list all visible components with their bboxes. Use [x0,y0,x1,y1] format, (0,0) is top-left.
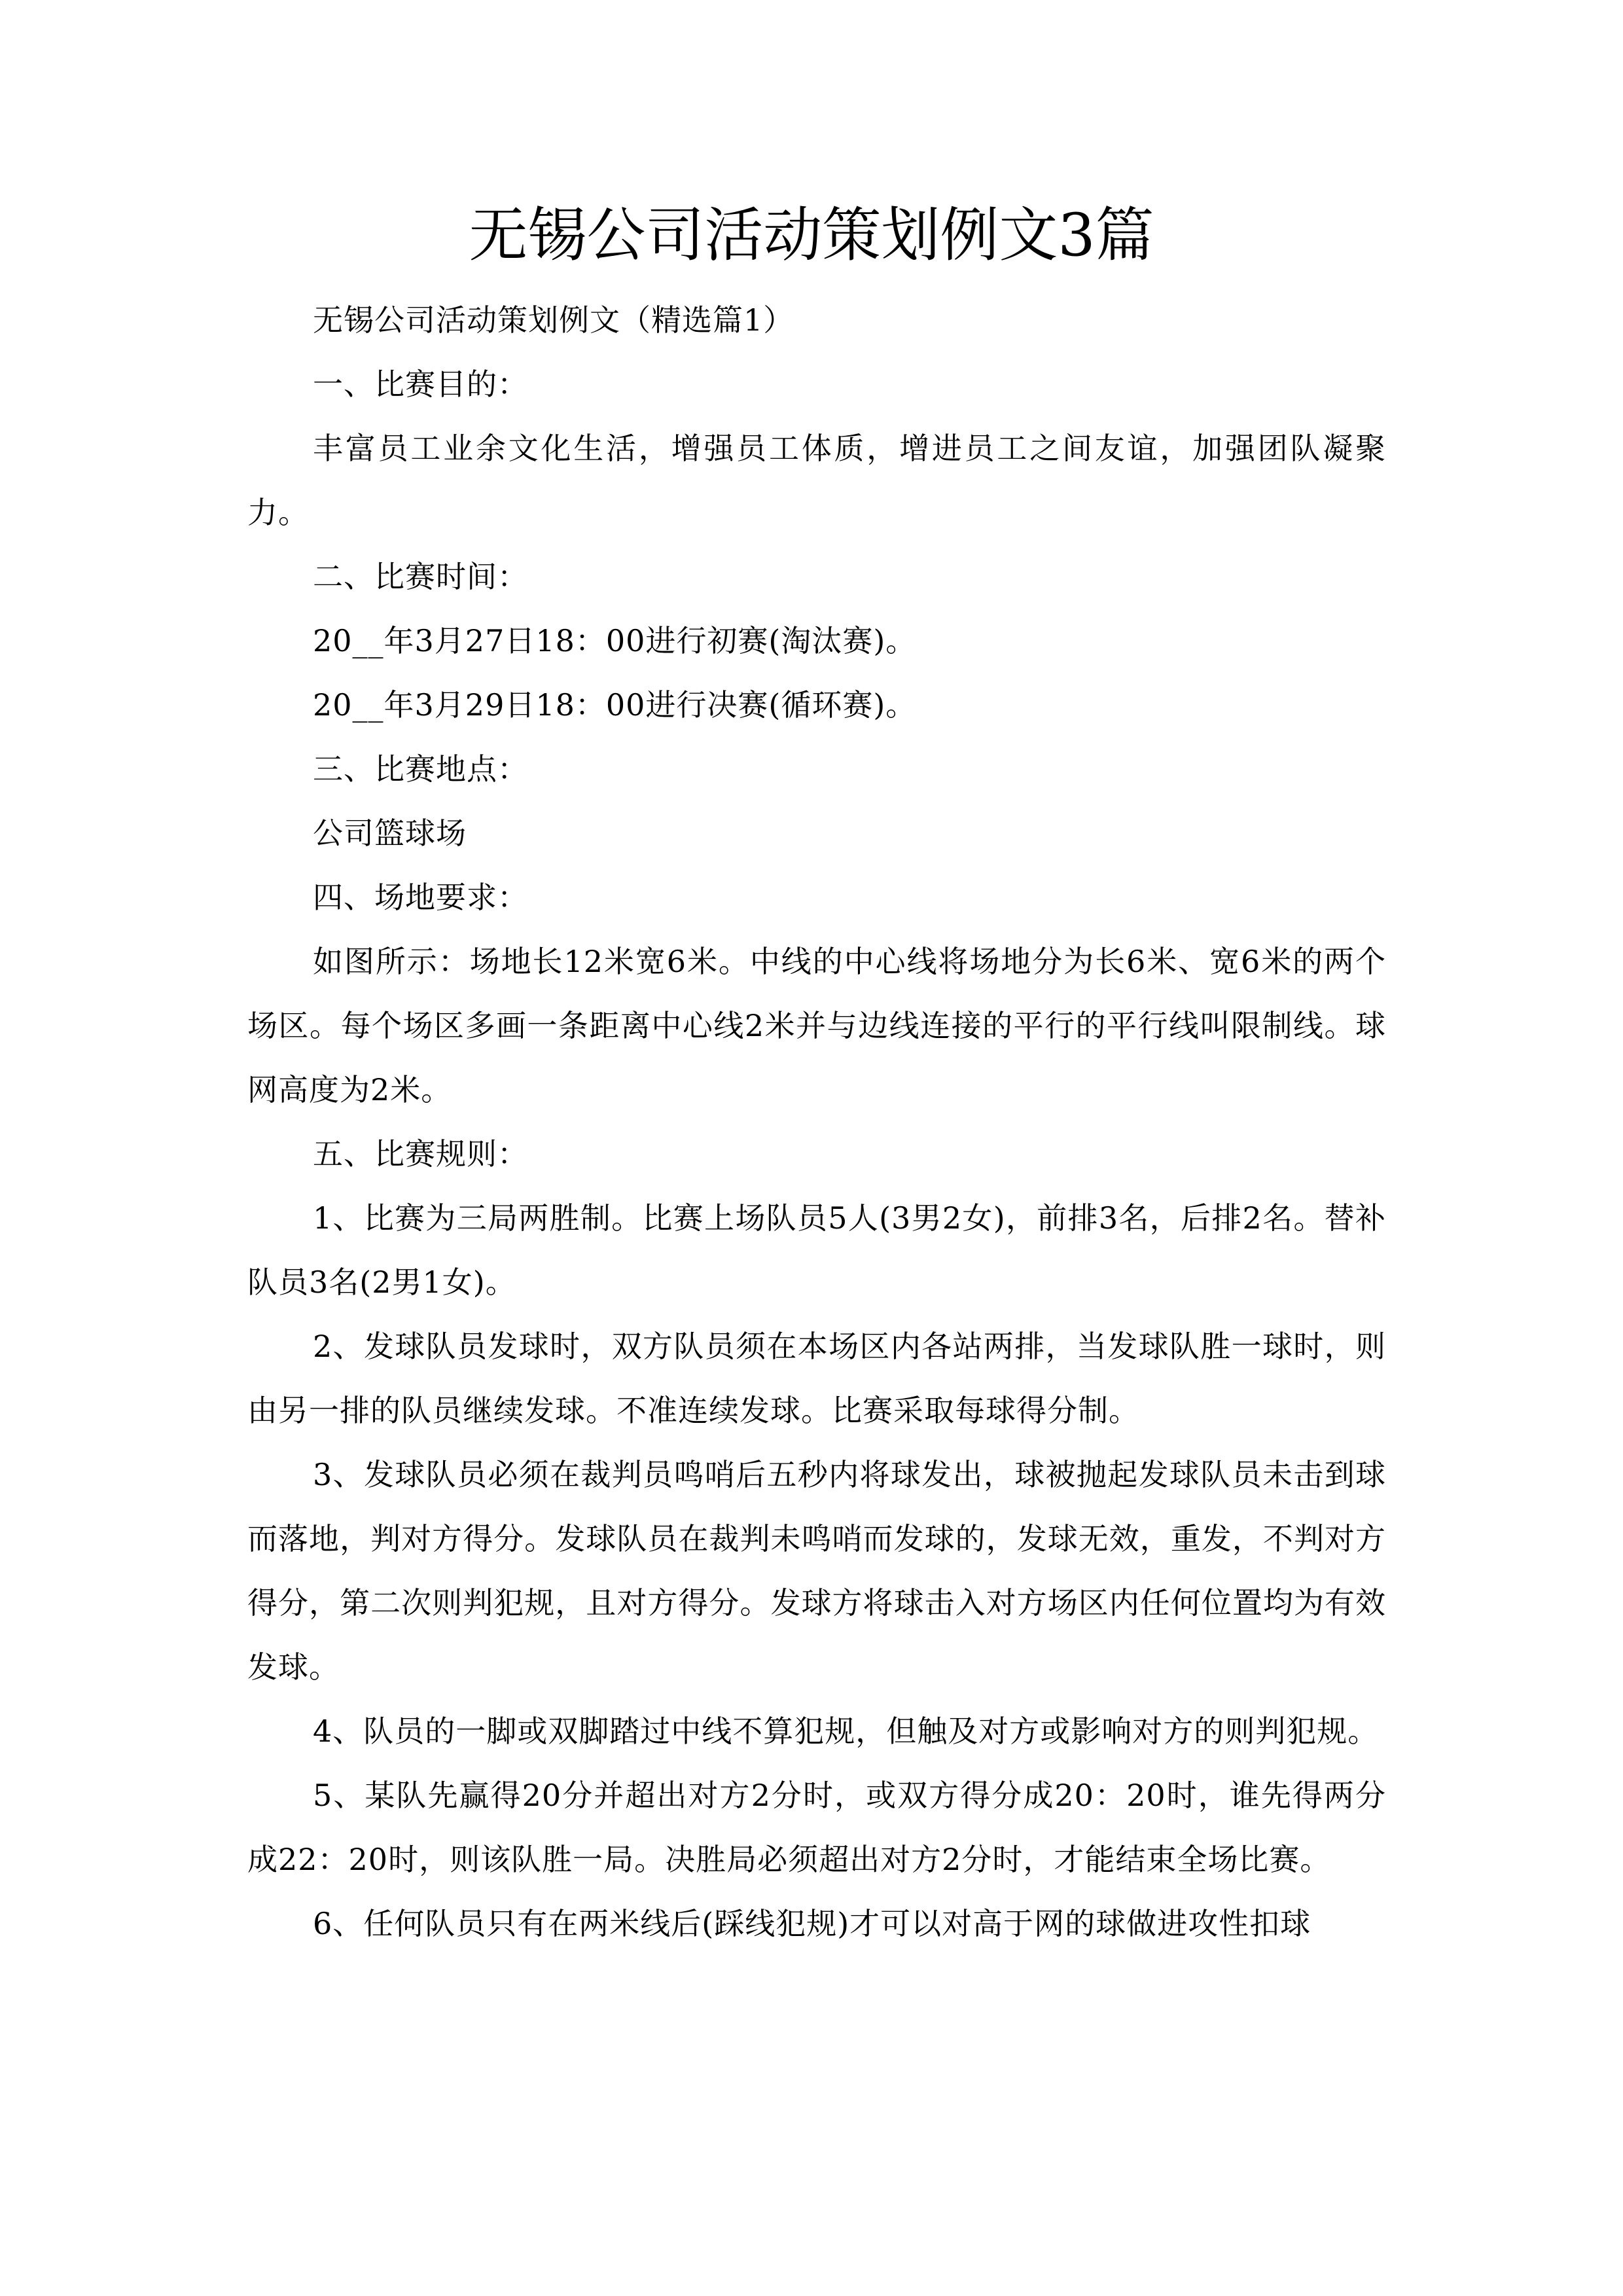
paragraph: 如图所示：场地长12米宽6米。中线的中心线将场地分为长6米、宽6米的两个场区。每个场区多画一条距离中心线2米并与边线连接的平行的平行线叫限制线。球网高度为2米。 [247,944,1386,1107]
document-body [247,288,1386,1956]
paragraph: 20__年3月29日18：00进行决赛(循环赛)。 [313,687,917,723]
paragraph: 4、队员的一脚或双脚踏过中线不算犯规，但触及对方或影响对方的则判犯规。 [313,1713,1379,1749]
paragraph: 6、任何队员只有在两米线后(踩线犯规)才可以对高于网的球做进攻性扣球 [313,1906,1311,1941]
section-heading: 二、比赛时间： [313,559,528,594]
paragraph: 无锡公司活动策划例文（精选篇1） [313,302,794,338]
paragraph: 1、比赛为三局两胜制。比赛上场队员5人(3男2女)，前排3名，后排2名。替补队员3名(2男1女)。 [247,1200,1386,1300]
paragraph: 3、发球队员必须在裁判员鸣哨后五秒内将球发出，球被抛起发球队员未击到球而落地，判对方得分。发球队员在裁判未鸣哨而发球的，发球无效，重发，不判对方得分，第二次则判犯规，且对方得分。发球方将球击入对方场区内任何位置均为有效发球。 [247,1457,1386,1685]
paragraph: 5、某队先赢得20分并超出对方2分时，或双方得分成20：20时，谁先得两分成22：20时，则该队胜一局。决胜局必须超出对方2分时，才能结束全场比赛。 [247,1778,1386,1877]
section-heading: 四、场地要求： [313,880,528,915]
paragraph: 2、发球队员发球时，双方队员须在本场区内各站两排，当发球队胜一球时，则由另一排的队员继续发球。不准连续发球。比赛采取每球得分制。 [247,1329,1386,1428]
section-heading: 五、比赛规则： [313,1136,528,1172]
section-heading: 三、比赛地点： [313,751,528,787]
paragraph: 公司篮球场 [313,816,467,851]
paragraph: 丰富员工业余文化生活，增强员工体质，增进员工之间友谊，加强团队凝聚力。 [247,431,1386,530]
section-heading: 一、比赛目的： [313,367,528,402]
paragraph: 20__年3月27日18：00进行初赛(淘汰赛)。 [313,623,917,658]
document-title: 无锡公司活动策划例文3篇 [469,201,1154,270]
